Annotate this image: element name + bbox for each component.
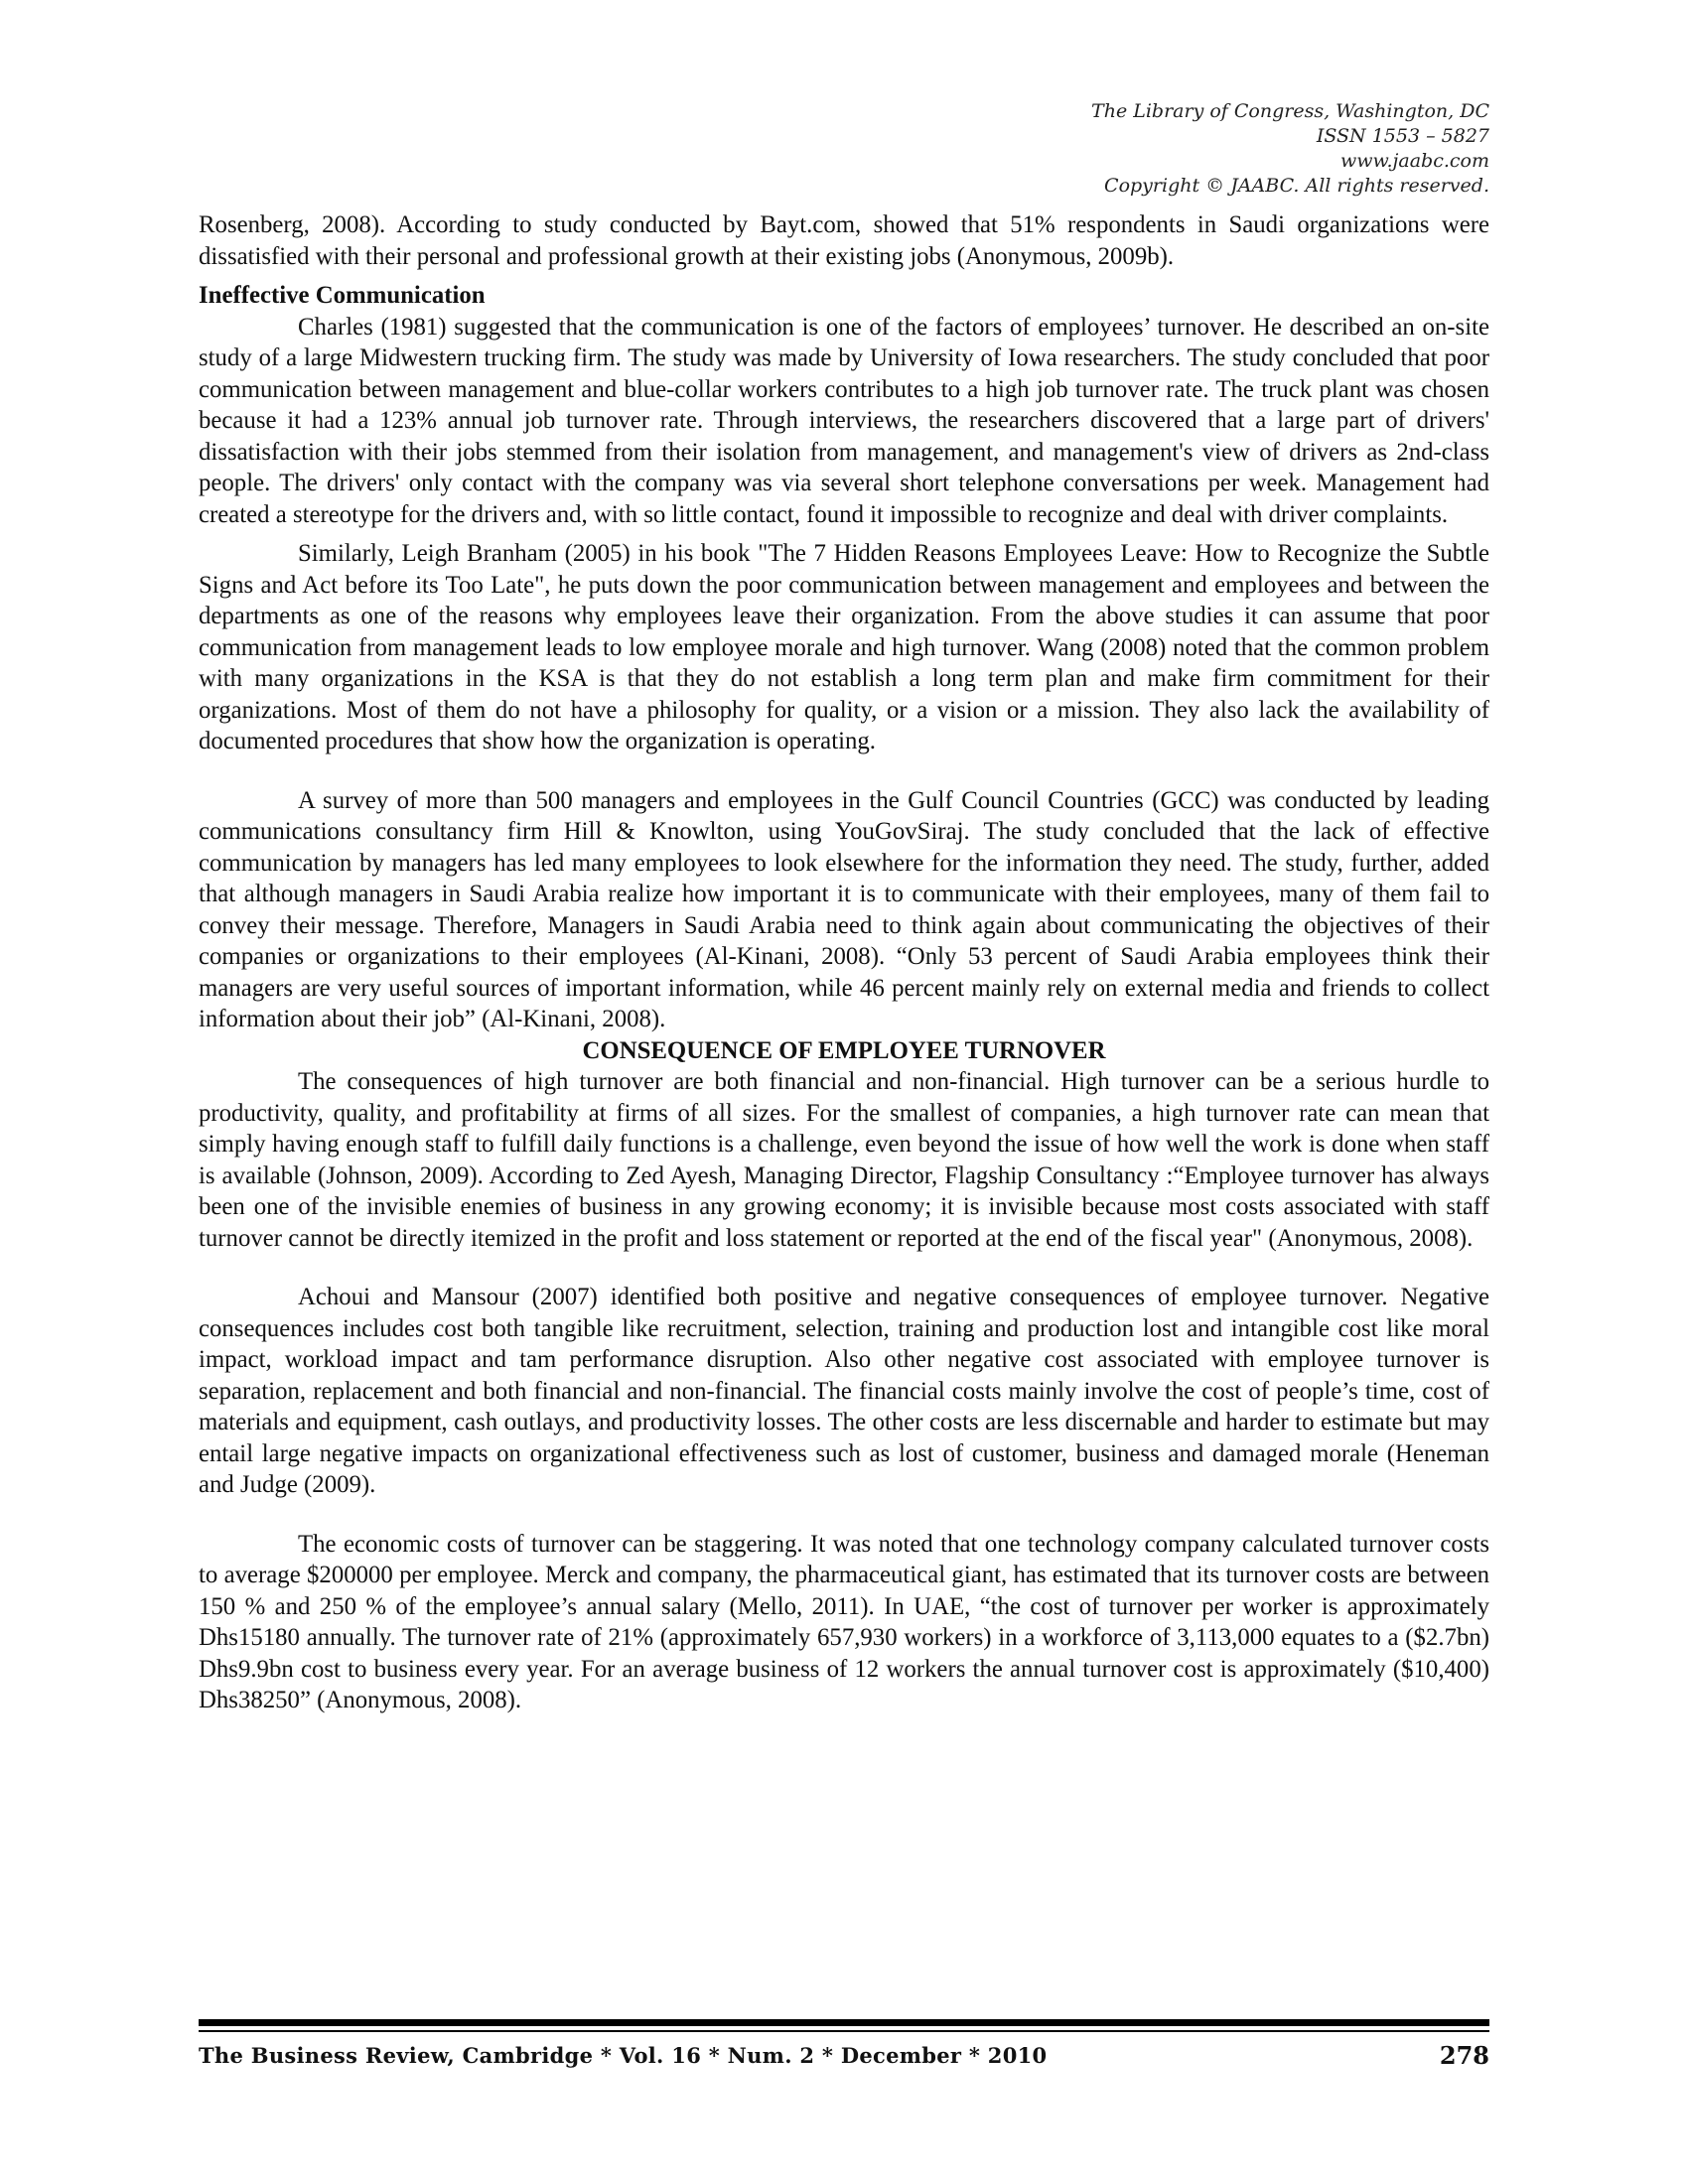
header-issn-line: ISSN 1553 – 5827 xyxy=(1316,125,1489,147)
footer-rule-thin xyxy=(199,2030,1489,2032)
footer-journal-citation: The Business Review, Cambridge * Vol. 16 * Num. 2 * December * 2010 xyxy=(199,2043,1048,2068)
footer-rule-thick xyxy=(199,2019,1489,2026)
paragraph-survey: A survey of more than 500 managers and employees in the Gulf Council Countries (GCC) was conducted by leading communications consultancy firm Hill & Knowlton, using YouGovSiraj. The study concluded that the lack of effective communication by managers has led many employees to look elsewhere for the information they need. The study, further, added that although managers in Saudi Arabia realize how important it is to communicate with their employees, many of them fail to convey their message. Therefore, Managers in Saudi Arabia need to think again about communicating the objectives of their companies or organizations to their employees (Al-Kinani, 2008). “Only 53 percent of Saudi Arabia employees think their managers are very useful sources of important information, while 46 percent mainly rely on external media and friends to collect information about their job” (Al-Kinani, 2008). xyxy=(199,786,1489,1032)
paragraph-charles: Charles (1981) suggested that the communication is one of the factors of employees’ turnover. He described an on-site study of a large Midwestern trucking firm. The study was made by University of Iowa researchers. The study concluded that poor communication between management and blue-collar workers contributes to a high job turnover rate. The truck plant was chosen because it had a 123% annual job turnover rate. Through interviews, the researchers discovered that a large part of drivers' dissatisfaction with their jobs stemmed from their isolation from management, and management's view of drivers as 2nd-class people. The drivers' only contact with the company was via several short telephone conversations per week. Management had created a stereotype for the drivers and, with so little contact, found it impossible to recognize and deal with driver complaints. xyxy=(199,313,1489,528)
paragraph-consequences: The consequences of high turnover are both financial and non-financial. High turnover can be a serious hurdle to productivity, quality, and profitability at firms of all sizes. For the smallest of companies, a high turnover rate can mean that simply having enough staff to fulfill daily functions is a challenge, even beyond the issue of how well the work is done when staff is available (Johnson, 2009). According to Zed Ayesh, Managing Director, Flagship Consultancy :“Employee turnover has always been one of the invisible enemies of business in any growing economy; it is invisible because most costs associated with staff turnover cannot be directly itemized in the profit and loss statement or reported at the end of the fiscal year" (Anonymous, 2008). xyxy=(199,1068,1489,1252)
header-website-line: www.jaabc.com xyxy=(1339,150,1489,172)
header-copyright-line: Copyright © JAABC. All rights reserved. xyxy=(1104,175,1489,197)
section-heading-consequence: CONSEQUENCE OF EMPLOYEE TURNOVER xyxy=(582,1036,1106,1064)
paragraph-branham: Similarly, Leigh Branham (2005) in his book "The 7 Hidden Reasons Employees Leave: How to Recognize the Subtle Signs and Act before its Too Late", he puts down the poor communication between management and employees and between the departments as one of the reasons why employees leave their organization. From the above studies it can assume that poor communication from management leads to low employee morale and high turnover. Wang (2008) noted that the common problem with many organizations in the KSA is that they do not establish a long term plan and make firm commitment for their organizations. Most of them do not have a philosophy for quality, or a vision or a mission. They also lack the availability of documented procedures that show how the organization is operating. xyxy=(199,540,1489,754)
footer-page-number: 278 xyxy=(1439,2041,1489,2070)
running-header xyxy=(794,99,1489,199)
paragraph-continuation: Rosenberg, 2008). According to study conducted by Bayt.com, showed that 51% respondents in Saudi organizations were dissatisfied with their personal and professional growth at their existing jobs (Anonymous, 2009b). xyxy=(199,211,1489,270)
paragraph-achoui: Achoui and Mansour (2007) identified both positive and negative consequences of employee turnover. Negative consequences includes cost both tangible like recruitment, selection, training and production lost and intangible cost like moral impact, workload impact and tam performance disruption. Also other negative cost associated with employee turnover is separation, replacement and both financial and non-financial. The financial costs mainly involve the cost of people’s time, cost of materials and equipment, cash outlays, and productivity losses. The other costs are less discernable and harder to estimate but may entail large negative impacts on organizational effectiveness such as lost of customer, business and damaged morale (Heneman and Judge (2009). xyxy=(199,1284,1489,1498)
article-body xyxy=(199,209,1489,1716)
header-library-line: The Library of Congress, Washington, DC xyxy=(1091,100,1489,122)
subheading-ineffective-communication: Ineffective Communication xyxy=(199,282,486,309)
paragraph-economic-costs: The economic costs of turnover can be staggering. It was noted that one technology company calculated turnover costs to average $200000 per employee. Merck and company, the pharmaceutical giant, has estimated that its turnover costs are between 150 % and 250 % of the employee’s annual salary (Mello, 2011). In UAE, “the cost of turnover per worker is approximately Dhs15180 annually. The turnover rate of 21% (approximately 657,930 workers) in a workforce of 3,113,000 equates to a ($2.7bn) Dhs9.9bn cost to business every year. For an average business of 12 workers the annual turnover cost is approximately ($10,400) Dhs38250” (Anonymous, 2008). xyxy=(199,1530,1489,1713)
